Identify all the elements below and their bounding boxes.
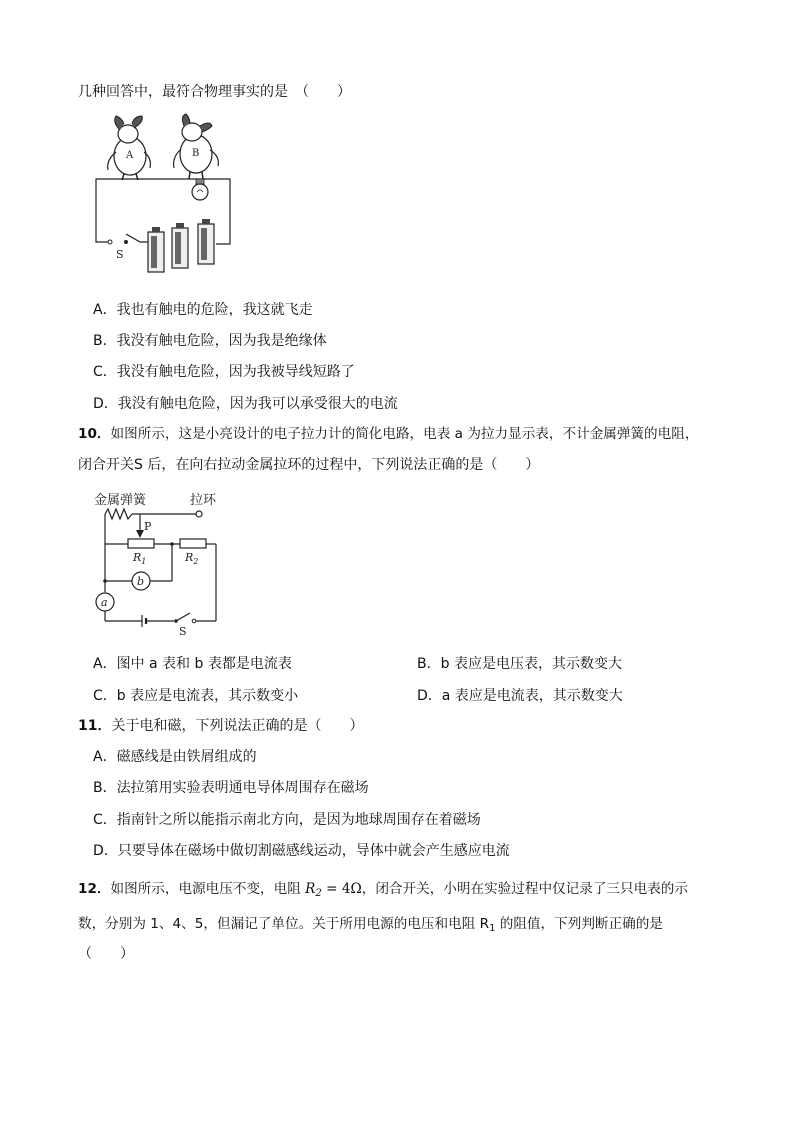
bird-a-label: A — [126, 150, 134, 161]
ring-label: 拉环 — [190, 493, 217, 508]
q9-option-a: A．我也有触电的危险，我这就飞走 — [93, 302, 313, 318]
q11-option-d: D．只要导体在磁场中做切割磁感线运动，导体中就会产生感应电流 — [93, 843, 510, 859]
q11-stem: 11．关于电和磁，下列说法正确的是（ ） — [78, 718, 364, 734]
q9-option-b: B．我没有触电危险，因为我是绝缘体 — [93, 333, 327, 349]
q11-option-c: C．指南针之所以能指示南北方向，是因为地球周围存在着磁场 — [93, 812, 481, 828]
q12-stem-line2: 数，分别为 1、4、5，但漏记了单位。关于所用电源的电压和电阻 $R_1$ 的阻值，下列判断正确的是 — [78, 916, 663, 934]
bird-a-icon — [108, 116, 151, 180]
q11-option-a: A．磁感线是由铁屑组成的 — [93, 749, 257, 765]
q10-stem-line2: 闭合开关S 后，在向右拉动金属拉环的过程中，下列说法正确的是（ ） — [78, 457, 540, 473]
q9-option-c: C．我没有触电危险，因为我被导线短路了 — [93, 364, 355, 380]
switch-label: S — [116, 248, 124, 261]
q11-option-b: B．法拉第用实验表明通电导体周围存在磁场 — [93, 780, 369, 796]
q9-option-d: D．我没有触电危险，因为我可以承受很大的电流 — [93, 396, 398, 412]
q9-circuit-figure — [88, 112, 248, 284]
spring-icon — [105, 509, 132, 519]
switch-icon — [176, 613, 190, 621]
r2-symbol: $R_2 = 4\Omega$ — [305, 881, 362, 899]
slider-arrow-icon — [136, 530, 144, 538]
q10-option-d: D．a 表应是电流表，其示数变大 — [417, 688, 623, 704]
svg-text:a: a — [101, 596, 108, 609]
q10-option-a: A．图中 a 表和 b 表都是电流表 — [93, 656, 292, 672]
ring-icon — [196, 511, 202, 517]
bird-b-icon — [174, 114, 219, 179]
svg-text:P: P — [144, 520, 152, 533]
battery-icon — [148, 219, 214, 272]
svg-text:R1: $R_1$ — [133, 551, 147, 566]
q10-option-b: B．b 表应是电压表，其示数变大 — [417, 656, 622, 672]
spring-label: 金属弹簧 — [94, 493, 147, 508]
q10-stem-line1: 10．如图所示，这是小亮设计的电子拉力计的简化电路，电表 a 为拉力显示表，不计金属弹簧的电阻， — [78, 426, 699, 442]
resistor-r2 — [180, 539, 206, 548]
q9-stem-tail: 几种回答中，最符合物理事实的是 （ ） — [78, 84, 351, 100]
svg-text:R2: $R_2$ — [185, 551, 199, 566]
bird-b-label: B — [192, 148, 200, 159]
q12-stem-line3: （ ） — [78, 946, 134, 962]
q10-option-c: C．b 表应是电流表，其示数变小 — [93, 688, 299, 704]
resistor-r1 — [128, 539, 154, 548]
svg-text:b: b — [137, 575, 145, 588]
q12-stem-line1: 12．如图所示，电源电压不变，电阻 $R_2 = 4\Omega$，闭合开关，小明在实验过程中仅记录了三只电表的示 — [78, 881, 688, 899]
bulb-icon — [192, 179, 208, 200]
svg-text:S: S — [179, 625, 187, 636]
q10-circuit-figure — [90, 488, 230, 636]
